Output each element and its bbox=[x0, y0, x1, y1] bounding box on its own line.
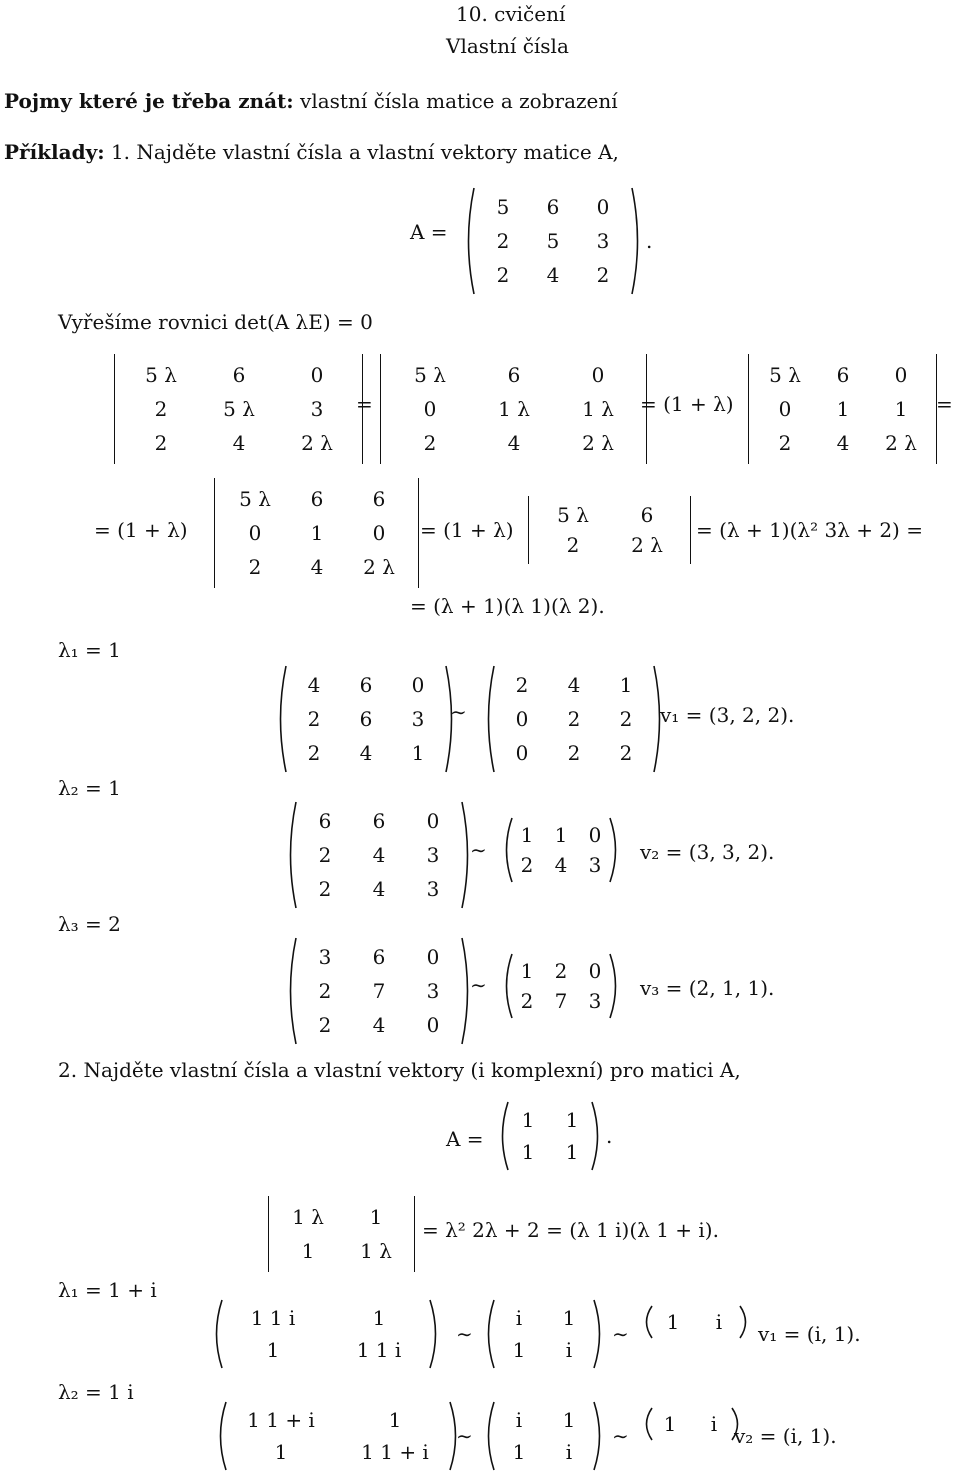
matrix-cell: 6 bbox=[372, 809, 386, 833]
matrix-cell: 2 bbox=[566, 533, 580, 557]
matrix-cell: 2 bbox=[520, 989, 534, 1013]
matrix-a2-prefix: A = bbox=[446, 1127, 484, 1151]
matrix-a-prefix: A = bbox=[410, 220, 448, 244]
tilde: ∼ bbox=[456, 1322, 473, 1346]
matrix-cell: 2 λ bbox=[301, 431, 333, 455]
matrix-cell: 1 bbox=[274, 1440, 288, 1464]
header-line-2: Vlastní čísla bbox=[446, 34, 569, 58]
matrix-cell: 1 bbox=[512, 1338, 526, 1362]
matrix-cell: 2 bbox=[520, 853, 534, 877]
determinant-bar-left bbox=[214, 478, 215, 588]
eig1-matrix-2 bbox=[482, 664, 666, 774]
matrix-cell: 5 λ bbox=[769, 363, 801, 387]
matrix-cell: 2 bbox=[307, 741, 321, 765]
eig2-vector: v₂ = (3, 3, 2). bbox=[640, 840, 775, 864]
matrix-cell: 2 bbox=[619, 707, 633, 731]
priklady-label: Příklady: bbox=[4, 140, 105, 164]
matrix-cell: 0 bbox=[372, 521, 386, 545]
matrix-suffix: . bbox=[646, 229, 653, 253]
eig3-vector: v₃ = (2, 1, 1). bbox=[640, 976, 775, 1000]
matrix-cell: 0 bbox=[894, 363, 908, 387]
matrix-cell: 4 bbox=[232, 431, 246, 455]
matrix-cell: 1 bbox=[520, 959, 534, 983]
matrix-cell: 6 bbox=[372, 945, 386, 969]
matrix-cell: 0 bbox=[588, 959, 602, 983]
matrix-cell: 6 bbox=[359, 673, 373, 697]
matrix-cell: 3 bbox=[310, 397, 324, 421]
matrix-cell: 0 bbox=[423, 397, 437, 421]
priklady-line bbox=[4, 140, 619, 164]
matrix-cell: 5 λ bbox=[145, 363, 177, 387]
matrix-cell: 6 bbox=[640, 503, 654, 527]
matrix-cell: 2 bbox=[154, 397, 168, 421]
matrix-cell: i bbox=[515, 1408, 523, 1432]
matrix-cell: 2 bbox=[423, 431, 437, 455]
ceig1-matrix-1 bbox=[210, 1298, 442, 1370]
matrix-a2 bbox=[496, 1100, 604, 1172]
ceig2-matrix-1 bbox=[214, 1400, 462, 1472]
matrix-cell: 2 bbox=[596, 263, 610, 287]
matrix-cell: 7 bbox=[372, 979, 386, 1003]
determinant-4 bbox=[214, 478, 420, 588]
matrix-cell: 2 bbox=[619, 741, 633, 765]
determinant-bar-left bbox=[114, 354, 115, 464]
ceig1-matrix-3 bbox=[640, 1304, 752, 1340]
matrix-cell: 1 1 i bbox=[356, 1338, 402, 1362]
eig3-matrix-2 bbox=[500, 952, 622, 1020]
eig2-matrix-1 bbox=[284, 800, 474, 910]
matrix-cell: 5 λ bbox=[557, 503, 589, 527]
matrix-cell: 4 bbox=[372, 1013, 386, 1037]
matrix-cell: 1 bbox=[521, 1140, 535, 1164]
lambda-1: λ₁ = 1 bbox=[58, 638, 121, 662]
paren-right-icon bbox=[592, 1298, 606, 1374]
matrix-cell: 2 λ bbox=[363, 555, 395, 579]
determinant-bar-right bbox=[418, 478, 419, 588]
matrix-cell: 2 bbox=[496, 263, 510, 287]
matrix-cell: 0 bbox=[596, 195, 610, 219]
tilde: ∼ bbox=[470, 973, 487, 997]
matrix-cell: 2 bbox=[248, 555, 262, 579]
matrix-cell: 4 bbox=[372, 877, 386, 901]
matrix-cell: 5 bbox=[546, 229, 560, 253]
matrix-cell: 2 bbox=[567, 707, 581, 731]
matrix-cell: 1 bbox=[369, 1205, 383, 1229]
matrix-cell: 1 bbox=[301, 1239, 315, 1263]
matrix-cell: 0 bbox=[411, 673, 425, 697]
matrix-cell: 4 bbox=[372, 843, 386, 867]
matrix-cell: 1 bbox=[663, 1412, 677, 1436]
matrix-cell: 6 bbox=[318, 809, 332, 833]
determinant-bar-right bbox=[414, 1196, 415, 1272]
matrix-cell: 0 bbox=[310, 363, 324, 387]
matrix-cell: 4 bbox=[507, 431, 521, 455]
matrix-cell: 4 bbox=[307, 673, 321, 697]
matrix-cell: 3 bbox=[596, 229, 610, 253]
lambda-2: λ₂ = 1 bbox=[58, 776, 121, 800]
tilde: ∼ bbox=[456, 1424, 473, 1448]
matrix-cell: 1 λ bbox=[498, 397, 530, 421]
eq-2: = (1 + λ) bbox=[640, 392, 734, 416]
determinant-6 bbox=[268, 1196, 416, 1272]
matrix-cell: 1 bbox=[266, 1338, 280, 1362]
matrix-cell: 6 bbox=[232, 363, 246, 387]
matrix-cell: 4 bbox=[567, 673, 581, 697]
matrix-cell: 6 bbox=[546, 195, 560, 219]
matrix-cell: 1 bbox=[388, 1408, 402, 1432]
matrix-cell: 0 bbox=[426, 945, 440, 969]
determinant-bar-left bbox=[748, 354, 749, 464]
matrix-cell: 2 bbox=[318, 979, 332, 1003]
paren-left-icon bbox=[284, 800, 298, 914]
ceig2-matrix-2 bbox=[482, 1400, 606, 1472]
matrix-cell: 4 bbox=[359, 741, 373, 765]
matrix-cell: 6 bbox=[359, 707, 373, 731]
ceig2-matrix-3 bbox=[640, 1406, 744, 1442]
determinant-bar-right bbox=[690, 496, 691, 564]
matrix-cell: 1 bbox=[512, 1440, 526, 1464]
matrix-cell: 0 bbox=[426, 1013, 440, 1037]
matrix-cell: 1 bbox=[619, 673, 633, 697]
lambda-3: λ₃ = 2 bbox=[58, 912, 121, 936]
matrix-cell: 3 bbox=[426, 843, 440, 867]
matrix-cell: i bbox=[565, 1440, 573, 1464]
matrix-cell: 5 bbox=[496, 195, 510, 219]
paren-left-icon bbox=[274, 664, 288, 778]
det2-eq: = (1 + λ) bbox=[420, 518, 514, 542]
matrix-cell: 0 bbox=[778, 397, 792, 421]
matrix-cell: 5 λ bbox=[414, 363, 446, 387]
matrix-cell: 2 λ bbox=[631, 533, 663, 557]
matrix-cell: 3 bbox=[318, 945, 332, 969]
task2-text: 2. Najděte vlastní čísla a vlastní vektory (i komplexní) pro matici A, bbox=[58, 1058, 741, 1082]
matrix-cell: 3 bbox=[411, 707, 425, 731]
matrix-cell: 1 bbox=[836, 397, 850, 421]
matrix-cell: 2 bbox=[318, 843, 332, 867]
matrix-cell: 0 bbox=[248, 521, 262, 545]
matrix-cell: 0 bbox=[426, 809, 440, 833]
paren-right-icon bbox=[592, 1400, 606, 1476]
matrix-cell: 1 1 + i bbox=[247, 1408, 315, 1432]
det6-result: = λ² 2λ + 2 = (λ 1 i)(λ 1 + i). bbox=[422, 1218, 719, 1242]
matrix-cell: 2 bbox=[318, 1013, 332, 1037]
matrix-cell: 5 λ bbox=[239, 487, 271, 511]
matrix-cell: 1 λ bbox=[292, 1205, 324, 1229]
matrix-a bbox=[462, 186, 644, 296]
matrix-cell: 6 bbox=[507, 363, 521, 387]
matrix-suffix: . bbox=[606, 1124, 613, 1148]
matrix-cell: 3 bbox=[588, 853, 602, 877]
paren-left-icon bbox=[284, 936, 298, 1050]
paren-left-icon bbox=[482, 664, 496, 778]
matrix-cell: 2 bbox=[307, 707, 321, 731]
det3-line: = (λ + 1)(λ 1)(λ 2). bbox=[410, 594, 605, 618]
matrix-cell: 0 bbox=[591, 363, 605, 387]
pojmy-text: vlastní čísla matice a zobrazení bbox=[300, 89, 618, 113]
matrix-cell: 1 λ bbox=[360, 1239, 392, 1263]
matrix-cell: 1 bbox=[411, 741, 425, 765]
matrix-cell: 4 bbox=[310, 555, 324, 579]
eig2-matrix-2 bbox=[500, 816, 622, 884]
determinant-bar-left bbox=[528, 496, 529, 564]
matrix-cell: 5 λ bbox=[223, 397, 255, 421]
matrix-cell: i bbox=[565, 1338, 573, 1362]
matrix-cell: i bbox=[515, 1306, 523, 1330]
matrix-cell: 3 bbox=[588, 989, 602, 1013]
matrix-cell: 2 bbox=[567, 741, 581, 765]
matrix-cell: 1 1 i bbox=[250, 1306, 296, 1330]
eig1-vector: v₁ = (3, 2, 2). bbox=[660, 703, 795, 727]
matrix-cell: 2 bbox=[496, 229, 510, 253]
matrix-cell: 1 bbox=[562, 1408, 576, 1432]
determinant-3 bbox=[748, 354, 938, 464]
matrix-cell: 4 bbox=[836, 431, 850, 455]
clambda-2: λ₂ = 1 i bbox=[58, 1380, 134, 1404]
eq-1: = bbox=[356, 392, 373, 416]
matrix-cell: 6 bbox=[836, 363, 850, 387]
matrix-cell: 6 bbox=[310, 487, 324, 511]
det2-result: = (λ + 1)(λ² 3λ + 2) = bbox=[696, 518, 923, 542]
matrix-cell: 2 bbox=[554, 959, 568, 983]
eig1-matrix-1 bbox=[274, 664, 458, 774]
determinant-bar-left bbox=[380, 354, 381, 464]
matrix-cell: 1 1 + i bbox=[361, 1440, 429, 1464]
paren-left-icon bbox=[462, 186, 476, 300]
matrix-cell: 3 bbox=[426, 979, 440, 1003]
matrix-cell: 3 bbox=[426, 877, 440, 901]
eq-3: = bbox=[936, 392, 953, 416]
matrix-cell: i bbox=[710, 1412, 718, 1436]
matrix-cell: 1 bbox=[310, 521, 324, 545]
paren-right-icon bbox=[630, 186, 644, 300]
ceig1-matrix-2 bbox=[482, 1298, 606, 1370]
tilde: ∼ bbox=[612, 1424, 629, 1448]
matrix-cell: 2 bbox=[778, 431, 792, 455]
determinant-bar-left bbox=[268, 1196, 269, 1272]
matrix-cell: 2 bbox=[515, 673, 529, 697]
matrix-cell: 7 bbox=[554, 989, 568, 1013]
matrix-cell: 1 λ bbox=[582, 397, 614, 421]
solve-line: Vyřešíme rovnici det(A λE) = 0 bbox=[58, 310, 373, 334]
matrix-cell: 1 bbox=[554, 823, 568, 847]
header-line-1: 10. cvičení bbox=[456, 2, 566, 26]
matrix-cell: 4 bbox=[546, 263, 560, 287]
matrix-cell: 2 λ bbox=[885, 431, 917, 455]
determinant-5 bbox=[528, 496, 692, 564]
matrix-cell: 2 bbox=[154, 431, 168, 455]
determinant-2 bbox=[380, 354, 648, 464]
matrix-cell: 1 bbox=[565, 1140, 579, 1164]
matrix-cell: 2 λ bbox=[582, 431, 614, 455]
eig3-matrix-1 bbox=[284, 936, 474, 1046]
matrix-cell: 1 bbox=[666, 1310, 680, 1334]
matrix-cell: 1 bbox=[372, 1306, 386, 1330]
tilde: ∼ bbox=[470, 838, 487, 862]
clambda-1: λ₁ = 1 + i bbox=[58, 1278, 157, 1302]
matrix-cell: i bbox=[715, 1310, 723, 1334]
matrix-cell: 1 bbox=[520, 823, 534, 847]
tilde: ∼ bbox=[612, 1322, 629, 1346]
matrix-cell: 2 bbox=[318, 877, 332, 901]
matrix-cell: 0 bbox=[515, 707, 529, 731]
pojmy-label: Pojmy které je třeba znát: bbox=[4, 89, 294, 113]
matrix-cell: 1 bbox=[562, 1306, 576, 1330]
det2-prefix: = (1 + λ) bbox=[94, 518, 188, 542]
determinant-1 bbox=[114, 354, 364, 464]
matrix-cell: 1 bbox=[521, 1108, 535, 1132]
pojmy-line bbox=[4, 89, 618, 113]
matrix-cell: 1 bbox=[565, 1108, 579, 1132]
matrix-cell: 0 bbox=[515, 741, 529, 765]
task1-text: 1. Najděte vlastní čísla a vlastní vektory matice A, bbox=[110, 140, 619, 164]
matrix-cell: 6 bbox=[372, 487, 386, 511]
matrix-cell: 4 bbox=[554, 853, 568, 877]
matrix-cell: 1 bbox=[894, 397, 908, 421]
tilde: ∼ bbox=[450, 700, 467, 724]
matrix-cell: 0 bbox=[588, 823, 602, 847]
ceig1-vector: v₁ = (i, 1). bbox=[758, 1322, 861, 1346]
ceig2-vector: v₂ = (i, 1). bbox=[734, 1424, 837, 1448]
